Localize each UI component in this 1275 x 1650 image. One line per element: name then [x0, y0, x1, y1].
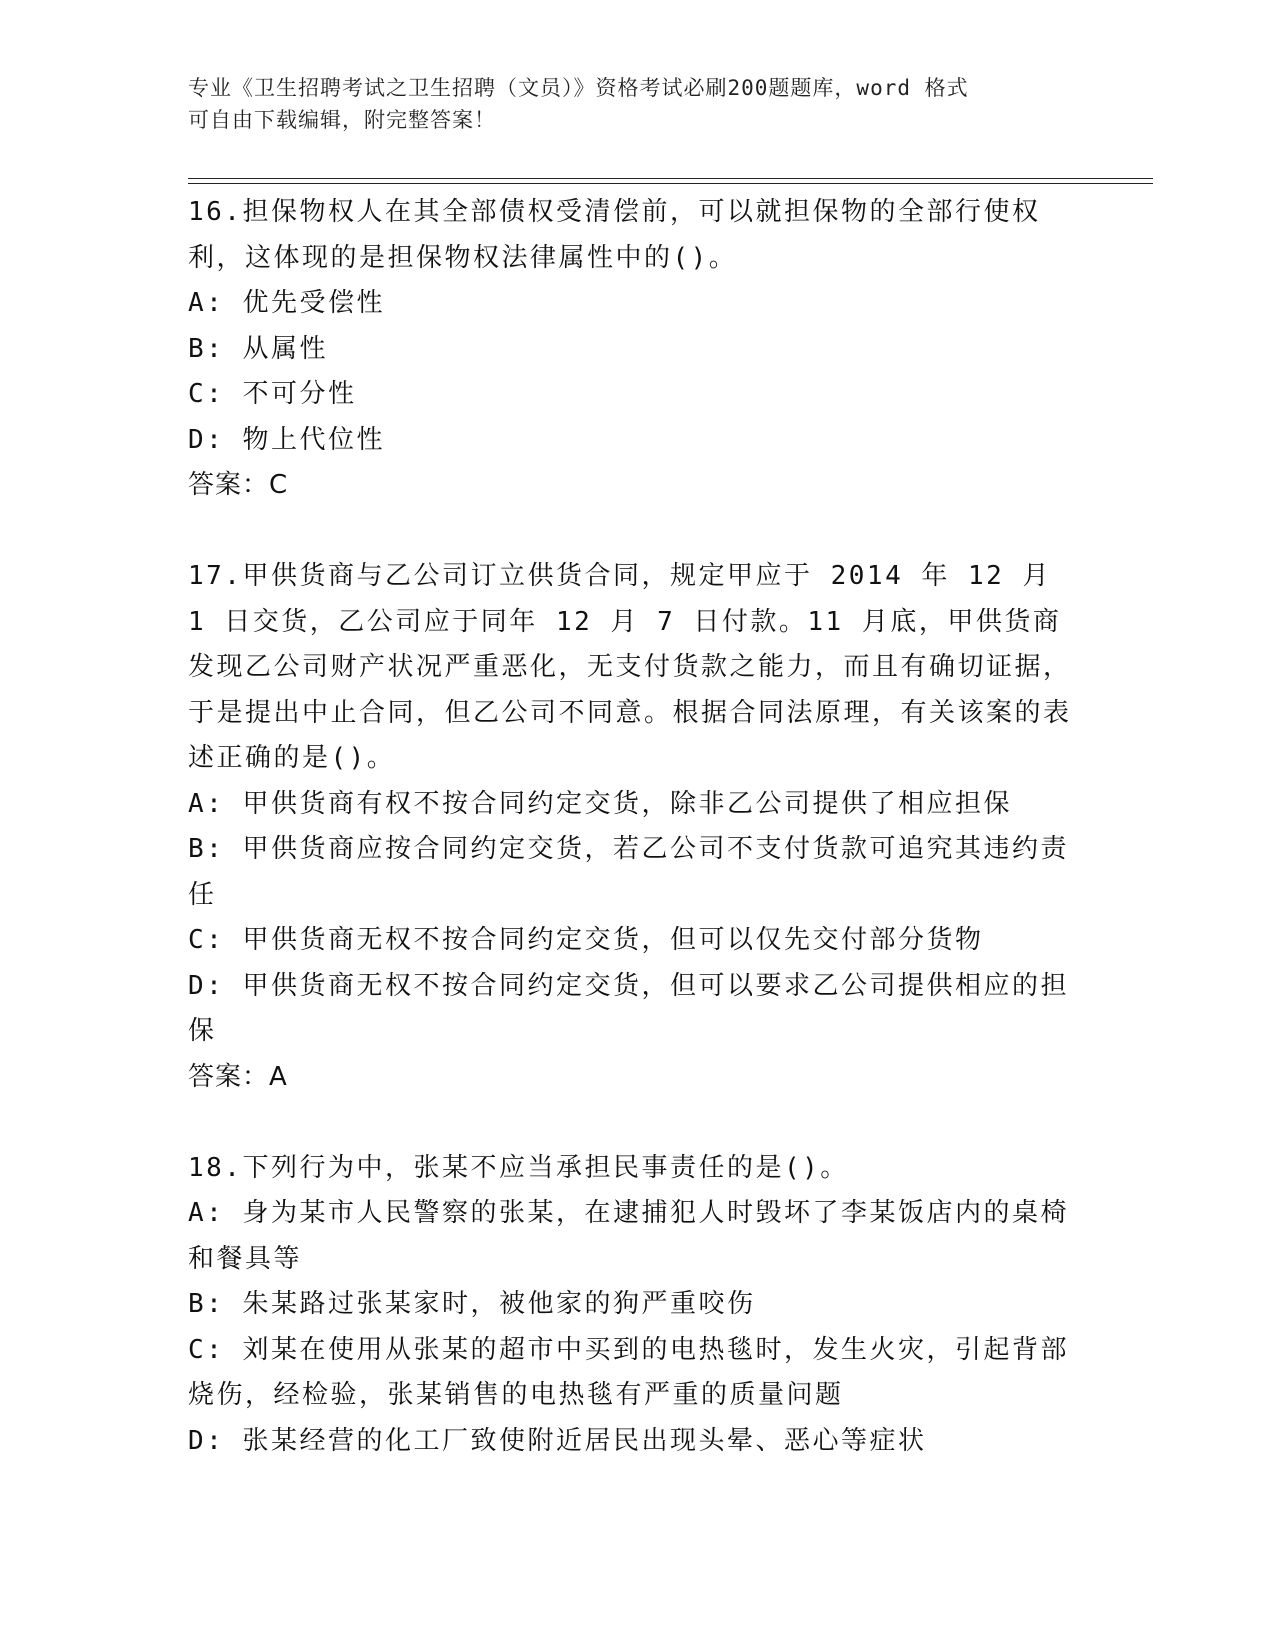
- option-c: C: 刘某在使用从张某的超市中买到的电热毯时，发生火灾，引起背部烧伤，经检验，张某销售的电热毯有严重的质量问题: [188, 1334, 1069, 1410]
- header-divider-bottom: [188, 183, 1153, 184]
- question-16: [188, 190, 1078, 509]
- question-17: [188, 554, 1078, 1100]
- option-c: C: 甲供货商无权不按合同约定交货，但可以仅先交付部分货物: [188, 925, 984, 955]
- option-b: B: 朱某路过张某家时，被他家的狗严重咬伤: [188, 1289, 756, 1319]
- question-text: 16.担保物权人在其全部债权受清偿前，可以就担保物的全部行使权利，这体现的是担保物权法律属性中的()。: [188, 197, 1041, 273]
- header-divider-top: [188, 178, 1153, 179]
- option-a: A: 身为某市人民警察的张某，在逮捕犯人时毁坏了李某饭店内的桌椅和餐具等: [188, 1198, 1069, 1274]
- question-text: 18.下列行为中，张某不应当承担民事责任的是()。: [188, 1152, 849, 1183]
- option-a: A: 优先受偿性: [188, 288, 385, 318]
- option-b: B: 从属性: [188, 333, 328, 364]
- document-header: [188, 72, 1068, 136]
- option-d: D: 张某经营的化工厂致使附近居民出现头晕、恶心等症状: [188, 1425, 927, 1456]
- option-b: B: 甲供货商应按合同约定交货，若乙公司不支付货款可追究其违约责任: [188, 834, 1069, 910]
- header-line-1: 专业《卫生招聘考试之卫生招聘（文员）》资格考试必刷200题题库，word 格式: [188, 76, 969, 100]
- question-list: [188, 190, 1078, 1510]
- answer-label: 答案：C: [188, 470, 289, 500]
- answer-label: 答案：A: [188, 1061, 288, 1092]
- option-a: A: 甲供货商有权不按合同约定交货，除非乙公司提供了相应担保: [188, 788, 1012, 819]
- header-line-2: 可自由下载编辑，附完整答案！: [188, 108, 496, 132]
- option-d: D: 甲供货商无权不按合同约定交货，但可以要求乙公司提供相应的担保: [188, 970, 1069, 1046]
- option-d: D: 物上代位性: [188, 424, 385, 455]
- question-18: [188, 1146, 1078, 1465]
- option-c: C: 不可分性: [188, 379, 357, 409]
- question-text: 17.甲供货商与乙公司订立供货合同，规定甲应于 2014 年 12 月 1 日交货，乙公司应于同年 12 月 7 日付款。11 月底，甲供货商发现乙公司财产状况严重恶化，无支付货款之能力，而且有确切证据，于是提出中止合同，但乙公司不同意。根据合同法原理，有关该案的表述正确的是()。: [188, 561, 1072, 773]
